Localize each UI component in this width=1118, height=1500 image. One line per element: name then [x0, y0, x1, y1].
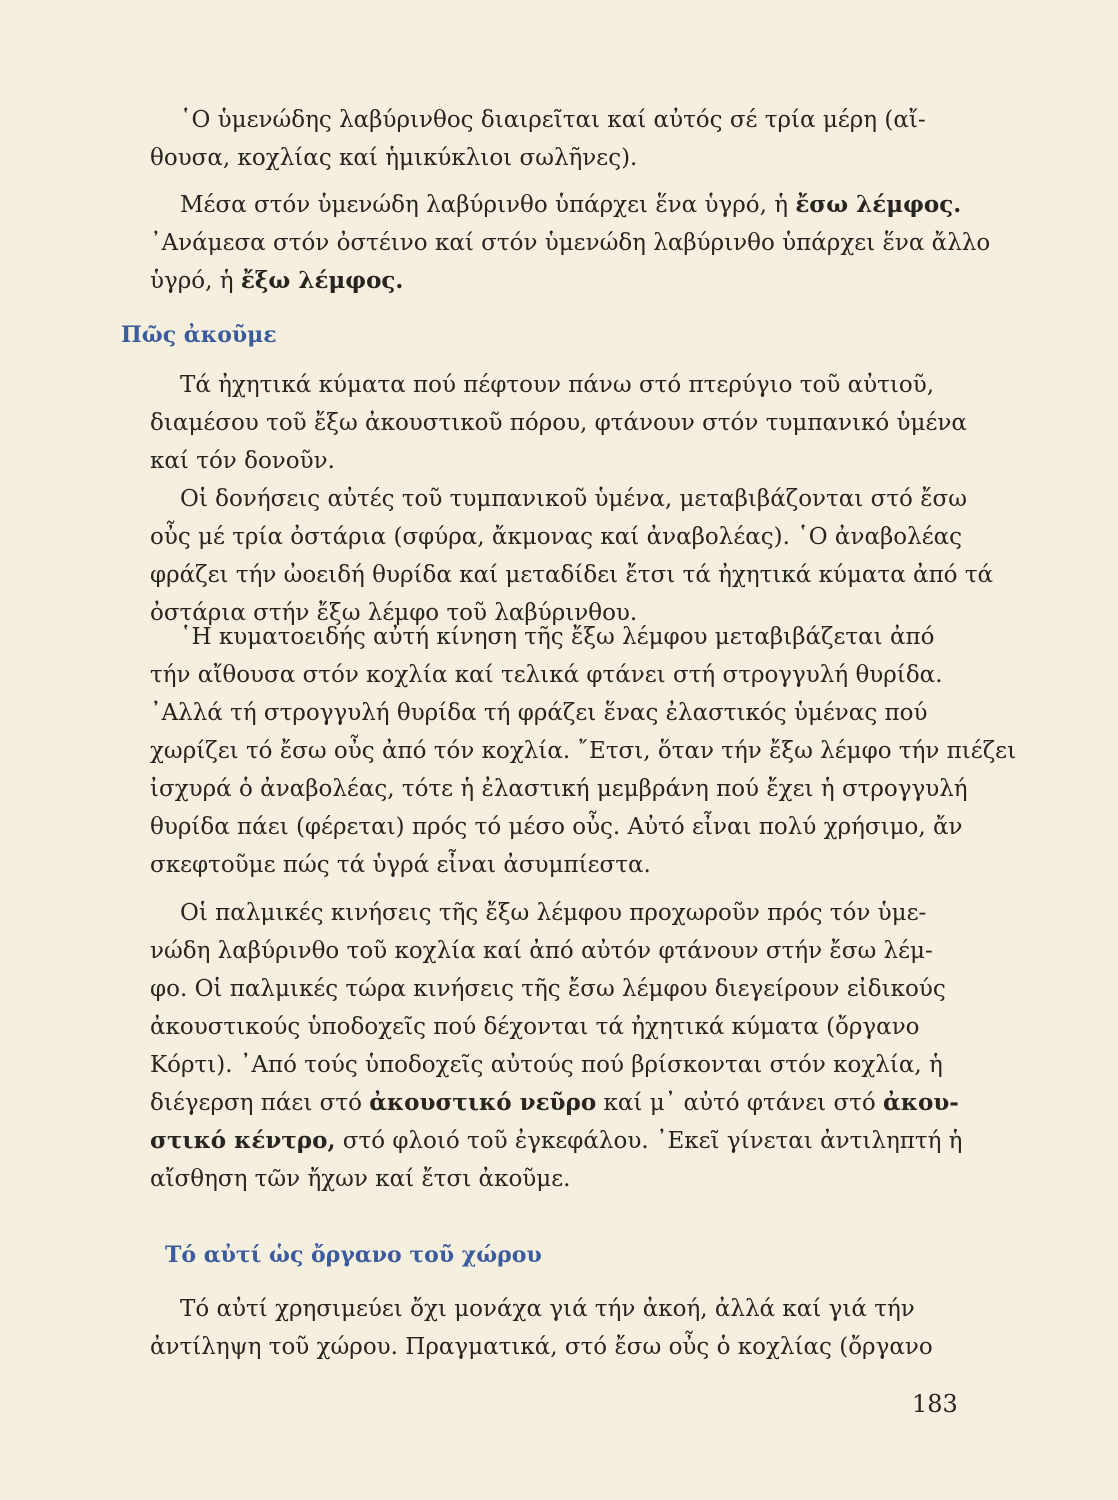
- text-run: Μέσα στόν ὑμενώδη λαβύρινθο ὑπάρχει ἕνα ὑγρό, ἡ: [180, 192, 796, 218]
- paragraph-organ-of-corti: [150, 894, 963, 1198]
- text-line: ἀκουστικούς ὑποδοχεῖς πού δέχονται τά ἠχητικά κύματα (ὄργανο: [150, 1014, 920, 1040]
- text-line: ἀντίληψη τοῦ χώρου. Πραγματικά, στό ἔσω οὖς ὁ κοχλίας (ὄργανο: [150, 1334, 933, 1360]
- text-line: [150, 1122, 963, 1160]
- section-heading-ear-as-organ-of-space: Τό αὐτί ὡς ὄργανο τοῦ χώρου: [165, 1242, 542, 1268]
- paragraph-spatial-perception: [150, 1290, 950, 1366]
- paragraph-ossicles: [150, 480, 994, 632]
- text-line: θουσα, κοχλίας καί ἡμικύκλιοι σωλῆνες).: [150, 145, 638, 171]
- text-line: φο. Οἱ παλμικές τώρα κινήσεις τῆς ἔσω λέμφου διεγείρουν εἰδικούς: [150, 976, 946, 1002]
- text-line: διαμέσου τοῦ ἔξω ἀκουστικοῦ πόρου, φτάνουν στόν τυμπανικό ὑμένα: [150, 410, 967, 436]
- term-inner-lymph: ἔσω λέμφος.: [795, 191, 962, 218]
- term-acoustic-center-cont: στικό κέντρο,: [150, 1127, 336, 1154]
- text-line: [150, 1084, 959, 1122]
- text-line: τήν αἴθουσα στόν κοχλία καί τελικά φτάνει στή στρογγυλή θυρίδα.: [150, 662, 943, 688]
- text-line: αἴσθηση τῶν ἤχων καί ἔτσι ἀκοῦμε.: [150, 1166, 571, 1192]
- text-line: Οἱ παλμικές κινήσεις τῆς ἔξω λέμφου προχωροῦν πρός τόν ὑμε-: [180, 900, 927, 926]
- text-line: ἰσχυρά ὁ ἀναβολέας, τότε ἡ ἐλαστική μεμβράνη πού ἔχει ἡ στρογγυλή: [150, 776, 968, 802]
- text-line: [150, 186, 962, 224]
- text-run: καί μ᾿ αὐτό φτάνει στό: [596, 1090, 884, 1116]
- paragraph-sound-waves: [150, 366, 967, 480]
- page-number: 183: [912, 1390, 958, 1418]
- term-acoustic-nerve: ἀκουστικό νεῦρο: [369, 1089, 597, 1116]
- text-run: ὑγρό, ἡ: [150, 268, 241, 294]
- text-line: χωρίζει τό ἔσω οὖς ἀπό τόν κοχλία. ῎Ετσι, ὅταν τήν ἔξω λέμφο τήν πιέζει: [150, 738, 1017, 764]
- text-line: ῾Ο ὑμενώδης λαβύρινθος διαιρεῖται καί αὐτός σέ τρία μέρη (αἴ-: [180, 107, 926, 133]
- text-line: ᾿Αλλά τή στρογγυλή θυρίδα τή φράζει ἕνας ἐλαστικός ὑμένας πού: [150, 700, 928, 726]
- text-line: φράζει τήν ὠοειδή θυρίδα καί μεταδίδει ἔτσι τά ἠχητικά κύματα ἀπό τά: [150, 562, 994, 588]
- text-line: Κόρτι). ᾿Από τούς ὑποδοχεῖς αὐτούς πού βρίσκονται στόν κοχλία, ἡ: [150, 1052, 943, 1078]
- text-line: θυρίδα πάει (φέρεται) πρός τό μέσο οὖς. Αὐτό εἶναι πολύ χρήσιμο, ἄν: [150, 814, 963, 840]
- term-outer-lymph: ἔξω λέμφος.: [240, 267, 404, 294]
- text-line: Τό αὐτί χρησιμεύει ὄχι μονάχα γιά τήν ἀκοή, ἀλλά καί γιά τήν: [180, 1296, 915, 1322]
- text-line: ᾿Ανάμεσα στόν ὀστέινο καί στόν ὑμενώδη λαβύρινθο ὑπάρχει ἕνα ἄλλο: [150, 230, 991, 256]
- paragraph-round-window: [150, 618, 1017, 884]
- text-line: νώδη λαβύρινθο τοῦ κοχλία καί ἀπό αὐτόν φτάνουν στήν ἔσω λέμ-: [150, 938, 933, 964]
- paragraph-lymph: [150, 186, 991, 300]
- text-line: οὖς μέ τρία ὀστάρια (σφύρα, ἄκμονας καί ἀναβολέας). ῾Ο ἀναβολέας: [150, 524, 963, 550]
- text-line: ῾Η κυματοειδής αὐτή κίνηση τῆς ἔξω λέμφου μεταβιβάζεται ἀπό: [180, 624, 935, 650]
- paragraph-membranous-labyrinth: [150, 101, 950, 177]
- text-run: διέγερση πάει στό: [150, 1090, 370, 1116]
- text-line: καί τόν δονοῦν.: [150, 448, 335, 474]
- text-line: σκεφτοῦμε πώς τά ὑγρά εἶναι ἀσυμπίεστα.: [150, 852, 651, 878]
- text-line: ὀστάρια στήν ἔξω λέμφο τοῦ λαβύρινθου.: [150, 600, 638, 626]
- section-heading-how-we-hear: Πῶς ἀκοῦμε: [121, 322, 277, 348]
- text-line: Τά ἠχητικά κύματα πού πέφτουν πάνω στό πτερύγιο τοῦ αὐτιοῦ,: [180, 372, 935, 398]
- text-line: Οἱ δονήσεις αὐτές τοῦ τυμπανικοῦ ὑμένα, μεταβιβάζονται στό ἔσω: [180, 486, 967, 512]
- term-acoustic-center: ἀκου-: [883, 1089, 959, 1116]
- text-run: στό φλοιό τοῦ ἐγκεφάλου. ᾿Εκεῖ γίνεται ἀντιληπτή ἡ: [335, 1128, 963, 1154]
- text-line: [150, 262, 950, 300]
